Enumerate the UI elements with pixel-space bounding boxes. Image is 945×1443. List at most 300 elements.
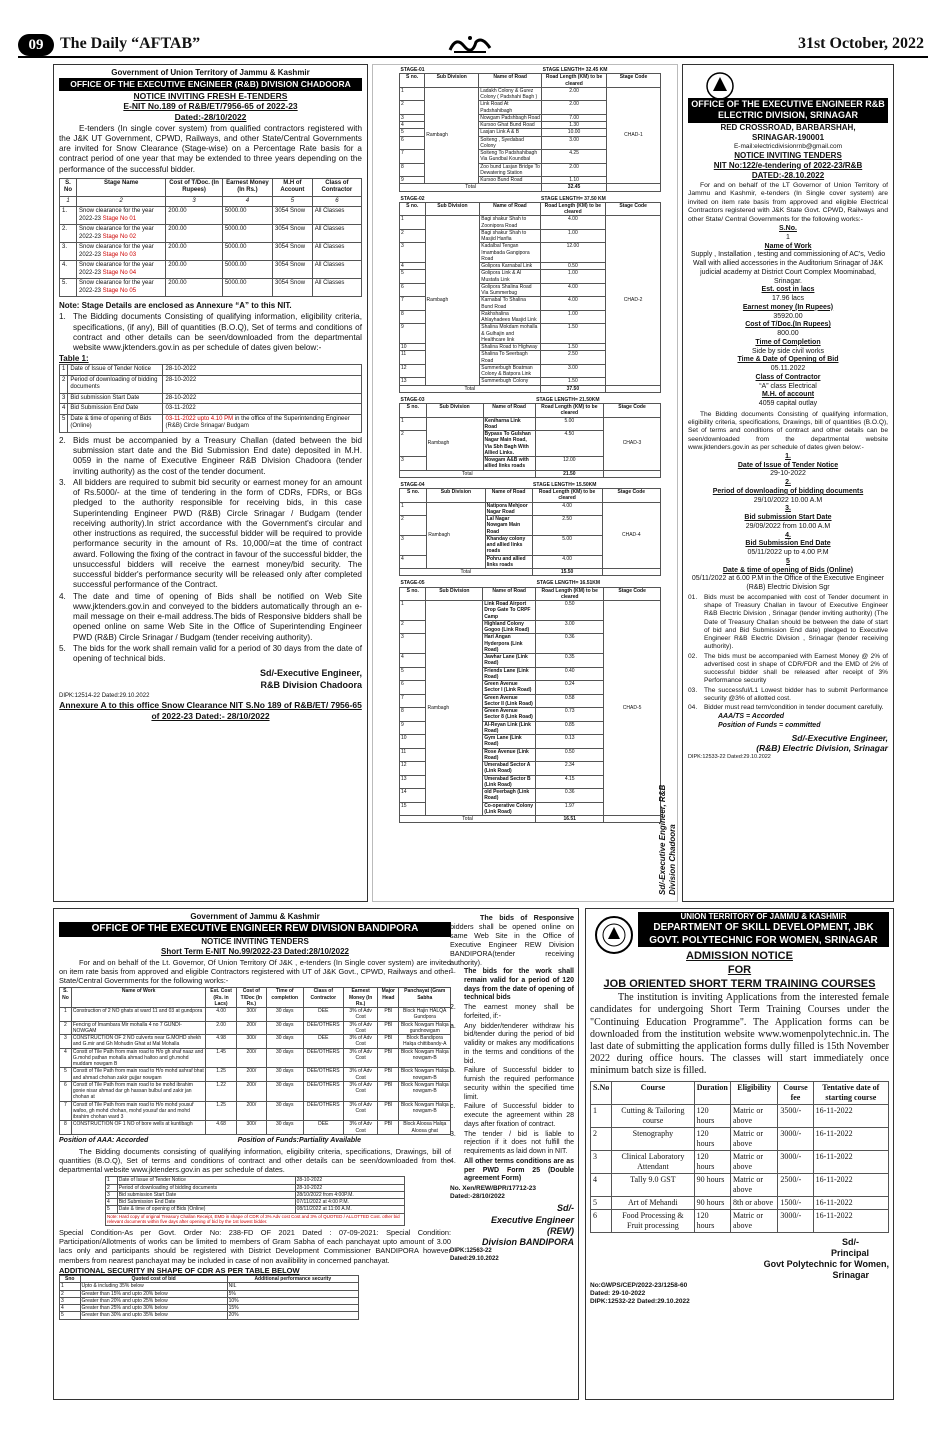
cell-mh: 3054 Snow bbox=[273, 279, 313, 297]
road-name: Al-Reyan Link (Link Road) bbox=[483, 721, 536, 735]
road-length: 1.50 bbox=[540, 324, 606, 344]
table-header bbox=[60, 988, 451, 1008]
cell-v: 28-10-2022 bbox=[163, 393, 362, 404]
table-cell: 3 bbox=[106, 1191, 118, 1198]
table-row bbox=[60, 1283, 359, 1290]
road-sno: 4 bbox=[400, 654, 426, 668]
road-sno: 2 bbox=[400, 101, 425, 115]
stage-code: CHAD-2 bbox=[606, 216, 661, 385]
road-length: 0.58 bbox=[536, 694, 604, 708]
table-cell: 120 hours bbox=[694, 1150, 730, 1173]
column-header: Stage Name bbox=[76, 178, 165, 196]
table-cell: PBI bbox=[378, 1008, 399, 1022]
cell-cost: 200.00 bbox=[166, 279, 223, 297]
ref-number: No. Xen/REW/BPR/17712-23 bbox=[450, 1185, 536, 1192]
table-cell: Clinical Laboratory Attendant bbox=[612, 1150, 694, 1173]
road-name: Kursoo Bund Road bbox=[479, 177, 542, 184]
road-name: Golipora Link & Al Mustafa Link bbox=[480, 270, 540, 284]
column-header: S no. bbox=[400, 202, 426, 216]
road-name: Kursoo Ghat Bund Road bbox=[479, 122, 542, 129]
column-header: Eligibility bbox=[731, 1081, 778, 1104]
list-item bbox=[688, 653, 888, 686]
table-row bbox=[400, 216, 661, 230]
table-cell: Food Processing & Fruit processing bbox=[612, 1209, 694, 1232]
road-name: Hari Angan Hyderpora (Link Road) bbox=[483, 634, 536, 654]
item-text: Failure of Successful bidder to furnish the required performance security within the specified time limit. bbox=[464, 1067, 574, 1101]
column-header: Duration bbox=[694, 1081, 730, 1104]
signature: Sd/- bbox=[557, 1203, 574, 1214]
column-header: Road Length (KM) to be cleared bbox=[536, 587, 604, 601]
total-label: Total bbox=[400, 470, 536, 477]
cell-n: 2 bbox=[60, 375, 68, 393]
road-length: 1.00 bbox=[540, 310, 606, 324]
stage-code: CHAD-1 bbox=[606, 87, 660, 184]
road-sno: 13 bbox=[400, 378, 426, 385]
table-cell: 3 bbox=[591, 1150, 612, 1173]
table-cell: 4 bbox=[106, 1199, 118, 1206]
road-name: Friends Lane (Link Road) bbox=[483, 667, 536, 681]
signature-title: Principal bbox=[830, 1247, 869, 1258]
table-cell: NIL bbox=[227, 1283, 358, 1290]
aaa-funds bbox=[59, 1137, 451, 1146]
item-text: Any bidder/tenderer withdraw his bid/tender during the period of bid validity or makes any modifications in the terms and conditions of the bid. bbox=[464, 1022, 574, 1065]
blank-cell bbox=[606, 184, 660, 191]
table-cell: 3 bbox=[60, 1035, 72, 1049]
list-item: 4. The date and time of opening of Bids shall be notified on Web Site www.jktenders.gov.in and conveyed to the bidders automatically through an e-mail message on their e-mail address.The bids of Responsive bidders shall be opened online on same Web Site in the Office of Superintending Engineer PWD (R&B) Circle Srinagar / Budgam (tender receiving authority). bbox=[59, 591, 362, 642]
table-header bbox=[400, 404, 661, 418]
table-row bbox=[400, 601, 661, 621]
nit-date: Dated:-28/10/2022 bbox=[174, 111, 247, 122]
list-item bbox=[688, 704, 888, 712]
table-cell: 30 days bbox=[266, 1021, 303, 1035]
road-length: 7.00 bbox=[542, 114, 607, 121]
ref-date: Dated: 29-10-2022 bbox=[590, 1289, 646, 1297]
table-cell: 2500/- bbox=[778, 1173, 813, 1196]
total-value: 15.50 bbox=[532, 569, 602, 576]
item-text: Failure of Successful bidder to execute the agreement within 28 days after fixation of contract. bbox=[464, 1103, 574, 1128]
road-length: 0.50 bbox=[540, 263, 606, 270]
stage-title: STAGE-03 bbox=[400, 396, 425, 403]
cell-k: Bid Submission End Date bbox=[68, 404, 163, 415]
sched-number: 1. bbox=[785, 452, 791, 460]
stage-title: STAGE-02 bbox=[400, 195, 425, 202]
table-cell: 1 bbox=[106, 1177, 118, 1184]
row-sno: 5. bbox=[60, 279, 77, 297]
table-cell: 28-10-2022 bbox=[295, 1184, 404, 1191]
road-name: Link Road At Padshahibagh bbox=[479, 101, 542, 115]
road-sno: 9 bbox=[400, 324, 426, 344]
table-cell: 3% of Adv Cost bbox=[344, 1035, 378, 1049]
column-number: 5 bbox=[273, 196, 313, 207]
total-row bbox=[400, 184, 661, 191]
cell-em: 5000.00 bbox=[222, 261, 272, 279]
sched-value: 29/09/2022 from 10.00 A.M bbox=[745, 522, 831, 530]
table-cell: 200/ bbox=[236, 1021, 266, 1035]
road-sno: 11 bbox=[400, 351, 426, 365]
column-header: Name of Road bbox=[483, 404, 535, 418]
road-sno: 2 bbox=[400, 229, 426, 243]
dipk-ref: DIPK:12563-22 bbox=[450, 1248, 492, 1255]
table-cell: 30 days bbox=[266, 1035, 303, 1049]
table-cell: 30 days bbox=[266, 1008, 303, 1022]
table-row bbox=[591, 1127, 889, 1150]
road-sno: 12 bbox=[400, 762, 426, 776]
table-cell: Block Nowgam Halqa gundnowgam bbox=[400, 1021, 449, 1034]
stage-number: Stage No 05 bbox=[102, 287, 137, 294]
sched-label: Date of Issue of Tender Notice bbox=[737, 461, 839, 469]
table-cell: Constt of Tile Path from main road to H/o gh shaf naaz and G.mohd pathan mohalla ahmad haltoo and gh.mohd muddam nowgam B bbox=[71, 1048, 206, 1068]
table-row bbox=[591, 1173, 889, 1196]
column-header: Time of completion bbox=[266, 988, 303, 1008]
list-item: 5. The bids for the work shall remain valid for a period of 30 days from the date of opening of technical bids. bbox=[59, 643, 362, 663]
column-header: S no. bbox=[400, 587, 426, 601]
table-cell: 5% bbox=[227, 1290, 358, 1297]
signature-dept: (REW) bbox=[547, 1225, 574, 1236]
item-text: The successful/L1 Lowest bidder has to submit Performance security @3% of allotted cost. bbox=[704, 686, 888, 702]
table-cell: 90 hours bbox=[694, 1196, 730, 1209]
table-cell: CONSTRUCTION OF 2 NO culverts near G.MOHD shekh and G.mir and Gh Mohudin Ghat at Mal Mohalla bbox=[71, 1035, 206, 1049]
ref-date: Dated:-28/10/2022 bbox=[450, 1193, 505, 1201]
road-length: 0.24 bbox=[536, 681, 604, 695]
stage-length: STAGE LENGTH= 16.51KM bbox=[536, 580, 601, 587]
intro-text: For and on behalf of the LT Governor of Union Territory of Jammu and Kashmir, e-tenders (In Single cover system) are invited on item rate basis from approved and eligible Electrical Contractors registered with J&K State Govt. CPWD, Railways and other State/ Central Governments for the following works:- bbox=[688, 181, 888, 223]
road-length: 4.50 bbox=[535, 431, 603, 457]
table-header bbox=[60, 1276, 359, 1283]
road-name: Rakhshalina Ahlayhadees Masjid Link bbox=[480, 310, 540, 324]
column-header: Sub Division bbox=[426, 404, 483, 418]
annexure-stages bbox=[372, 64, 678, 902]
road-sno: 9 bbox=[400, 177, 425, 184]
table-cell: 07/11/2022 at 4:00 P.M. bbox=[295, 1199, 404, 1206]
stage-title-row bbox=[400, 482, 661, 489]
list-item bbox=[450, 1004, 574, 1022]
list-item bbox=[450, 1067, 574, 1102]
table-cell: 3% of Adv Cost bbox=[344, 1008, 378, 1022]
sched-label: Bid Submission End Date bbox=[745, 540, 831, 548]
table-cell: PBI bbox=[378, 1035, 399, 1049]
table-cell: 30 days bbox=[266, 1081, 303, 1101]
table-cell: 6 bbox=[591, 1209, 612, 1232]
table-cell: 1500/- bbox=[778, 1196, 813, 1209]
sched-label: Period of downloading of bidding documents bbox=[712, 487, 864, 495]
table-cell: Constt of Tile Path from main road to H/o mohd yousuf wafoo, gh mohd chohan, mohd yousuf dar and mohd ibrahim chohan ward 3 bbox=[71, 1101, 206, 1121]
stage-desc: Snow clearance for the year 2022-23 bbox=[78, 226, 154, 240]
road-length: 1.00 bbox=[540, 229, 606, 243]
column-number: 6 bbox=[312, 196, 361, 207]
table-cell: DEE bbox=[303, 1121, 344, 1135]
road-name: old Peerbagh (Link Road) bbox=[483, 789, 536, 803]
total-row bbox=[400, 470, 661, 477]
stage-title-row bbox=[400, 67, 661, 74]
item-number: 4. bbox=[450, 1157, 456, 1165]
table-cell: 3000/- bbox=[778, 1127, 813, 1150]
road-sno: 5 bbox=[400, 667, 426, 681]
table-row bbox=[60, 1008, 451, 1022]
table-cell: 5 bbox=[591, 1196, 612, 1209]
road-length: 12.00 bbox=[540, 243, 606, 263]
item-number: 04. bbox=[688, 704, 698, 712]
table-cell: Greater than 30% and upto 35% below bbox=[80, 1312, 227, 1319]
total-value: 21.50 bbox=[535, 470, 603, 477]
road-length: 0.35 bbox=[536, 654, 604, 668]
road-length: 2.00 bbox=[542, 101, 607, 115]
polytechnic-admission-notice bbox=[585, 908, 894, 1400]
table-row bbox=[60, 225, 362, 243]
column-header: Road Length (KM) to be cleared bbox=[535, 404, 603, 418]
column-header: S no. bbox=[400, 404, 427, 418]
road-name: Umerabad Sector A (Link Road) bbox=[483, 762, 536, 776]
note: Note: Stage Details are enclosed as Annexure “A” to this NIT. bbox=[59, 301, 292, 311]
table-cell: 1 bbox=[60, 1283, 81, 1290]
item-text: The earnest money shall be forfeited, if:- bbox=[464, 1004, 574, 1020]
stage-table bbox=[399, 67, 661, 192]
cell-v: 28-10-2022 bbox=[163, 365, 362, 376]
stage-table bbox=[399, 482, 661, 577]
list-item: 3. All bidders are required to submit bid security or earnest money for an amount of Rs.5000/- at the time of tendering in the form of CDRs, FDRs, or BGs pledged to the authority responsible for receiving bids, in this case Superintending Engineer PWD (R&B) Circle Srinagar / Budgam (tender receiving authority).In strict accordance with the Government's circular and other instructions as required, the successful bidder will be required to provide performance security in the amount of Rs. 10,000/=at the time of contract award. Following the fixing of the contract in favour of the successful bidder, the unsuccessful bidders will receive the earnest money/bid security. The successful bidder's performance security will be released only after completed successful performance of the Contract. bbox=[59, 477, 362, 590]
road-sno: 5 bbox=[400, 270, 426, 284]
field-value: “A” class Electrical bbox=[759, 382, 817, 390]
column-header: S no. bbox=[400, 489, 427, 503]
road-length: 5.00 bbox=[535, 417, 603, 431]
table-cell: 5 bbox=[60, 1312, 81, 1319]
office-banner: OFFICE OF THE EXECUTIVE ENGINEER R&B ELECTRIC DIVISION, SRINAGAR bbox=[688, 98, 888, 123]
table-cell: Matric or above bbox=[731, 1173, 778, 1196]
notice-title: NOTICE INVITING FRESH E-TENDERS bbox=[133, 90, 288, 101]
table1-label: Table 1: bbox=[59, 354, 89, 364]
item-number: 2. bbox=[450, 1004, 456, 1011]
road-name: Highland Colony Gogoo (Link Road) bbox=[483, 620, 536, 634]
table-row bbox=[60, 404, 362, 415]
stage-number: Stage No 03 bbox=[102, 251, 137, 258]
stage-length: STAGE LENGTH= 32.45 KM bbox=[542, 67, 608, 73]
table-cell: Art of Mehandi bbox=[612, 1196, 694, 1209]
blank-cell bbox=[606, 385, 661, 392]
ref-number: No:GWPS/CEP/2022-23/1258-60 bbox=[590, 1281, 688, 1289]
item-number: 02. bbox=[688, 652, 698, 660]
field-label: Time of Completion bbox=[755, 338, 821, 346]
column-header: Earnest Money (In Rs.) bbox=[344, 988, 378, 1008]
table-cell: DEE/OTHERS bbox=[303, 1021, 344, 1035]
column-header: Sub Division bbox=[425, 202, 480, 216]
list-item bbox=[450, 1103, 574, 1129]
road-name: Lal Nagar Nowgam Main Road bbox=[485, 516, 532, 536]
table-cell: 200/ bbox=[236, 1101, 266, 1121]
stage-number: Stage No 04 bbox=[102, 269, 137, 276]
column-header: Panchayat (Gram Sabha bbox=[399, 988, 451, 1008]
road-name: Soiteng , Syedabad Colony bbox=[479, 136, 542, 150]
road-length: 0.50 bbox=[536, 601, 604, 621]
email: E-mail:electricdivisionrnb@gmail.com bbox=[733, 142, 843, 150]
road-sno: 5 bbox=[400, 129, 425, 136]
table-row bbox=[60, 243, 362, 261]
road-name: Ladakh Colony & Gurez Colony ( Padshahi Bagh ) bbox=[479, 87, 542, 101]
conditions bbox=[688, 594, 888, 712]
road-length: 1.00 bbox=[540, 270, 606, 284]
total-label: Total bbox=[400, 816, 536, 823]
bandipora-tender-notice bbox=[53, 908, 579, 1400]
road-length: 0.50 bbox=[536, 748, 604, 762]
table-cell: Period of downloading of bidding documents bbox=[117, 1184, 295, 1191]
row-sno: 4. bbox=[60, 261, 77, 279]
column-header: Stage Code bbox=[602, 489, 660, 503]
item-text: Bidder must read term/condition in tender document carefully. bbox=[704, 704, 884, 712]
total-label: Total bbox=[400, 184, 542, 191]
cell-em: 5000.00 bbox=[222, 207, 272, 225]
field-label: M.H. of account bbox=[761, 391, 815, 399]
stage-desc: Snow clearance for the year 2022-23 bbox=[78, 280, 154, 294]
signature-office: (R&B) Electric Division, Srinagar bbox=[756, 743, 888, 754]
road-sno: 12 bbox=[400, 364, 426, 378]
table-row bbox=[106, 1199, 405, 1206]
table-cell: PBI bbox=[378, 1048, 399, 1068]
table-row bbox=[60, 1021, 451, 1035]
stage-title-row bbox=[400, 580, 661, 587]
field-value: 35920.00 bbox=[773, 312, 803, 320]
signature-title: Executive Engineer bbox=[490, 1214, 574, 1225]
table-row bbox=[60, 1035, 451, 1049]
field-value: 4059 capital outlay bbox=[758, 400, 818, 408]
table-row bbox=[60, 1290, 359, 1297]
nit-date: DATED:-28.10.2022 bbox=[751, 170, 825, 180]
table-cell: PBI bbox=[378, 1121, 399, 1135]
gov-line: Government of Jammu & Kashmir bbox=[190, 912, 320, 921]
stage-table bbox=[399, 397, 661, 478]
table-cell: DEE bbox=[303, 1035, 344, 1049]
table-cell: 3000/- bbox=[778, 1209, 813, 1232]
responsive-bids: The bids of Responsive bidders shall be opened online on same Web Site in the Office of Executive Engineer REW Division BANDIPORA(tender receiving authority). bbox=[450, 913, 574, 967]
ut-line: UNION TERRITORY OF JAMMU & KASHMIR bbox=[638, 912, 889, 922]
schedule bbox=[688, 453, 888, 593]
table-cell: PBI bbox=[378, 1021, 399, 1035]
table-row bbox=[591, 1104, 889, 1127]
stage-title-row bbox=[400, 196, 661, 203]
sub-division: Rambagh bbox=[425, 87, 479, 184]
schedule-table bbox=[59, 364, 362, 433]
additional-security-title: ADDITIONAL SECURITY IN SHAPE OF CDR AS PER TABLE BELOW bbox=[59, 1265, 300, 1275]
table-cell: PBI bbox=[378, 1081, 399, 1101]
road-length: 0.36 bbox=[536, 634, 604, 654]
work-fields bbox=[688, 225, 888, 409]
stage-code: CHAD-5 bbox=[604, 601, 661, 816]
table-row bbox=[106, 1184, 405, 1191]
sched-number: 5 bbox=[786, 557, 790, 565]
table-cell: Block Nowgam Halqa nowgam-B bbox=[399, 1081, 451, 1101]
road-name: Bypass To Gulshan Nagar Main Road, Via Sbh Bagh With Allied Links. bbox=[483, 431, 535, 457]
cell-mh: 3054 Snow bbox=[273, 225, 313, 243]
road-name: Umerabad Sector B (Link Road) bbox=[483, 775, 536, 789]
table-cell: 4 bbox=[60, 1048, 72, 1068]
table-cell: 5 bbox=[106, 1206, 118, 1213]
field-label: Class of Contractor bbox=[755, 373, 821, 381]
road-name: Keniharna Link Road bbox=[483, 417, 535, 431]
total-value: 32.45 bbox=[542, 184, 607, 191]
road-sno: 10 bbox=[400, 344, 426, 351]
road-sno: 8 bbox=[400, 163, 425, 177]
table-cell: Tally 9.0 GST bbox=[612, 1173, 694, 1196]
stage-name bbox=[76, 279, 165, 297]
stage-table bbox=[399, 580, 661, 823]
item-number: a. bbox=[450, 1022, 456, 1030]
cell-mh: 3054 Snow bbox=[273, 261, 313, 279]
table-cell: 120 hours bbox=[694, 1104, 730, 1127]
column-header: Name of Road bbox=[485, 489, 532, 503]
table-row bbox=[400, 417, 661, 431]
sub-division: Rambagh bbox=[426, 417, 483, 470]
table-cell: Date & time of opening of Bids (Online) bbox=[117, 1206, 295, 1213]
road-name: Nowgam A&B with allied links roads bbox=[483, 457, 535, 471]
table-cell: Fencing of Imambara Mir mohalla 4 no 7 GUNDI-NOWGAM bbox=[71, 1021, 206, 1035]
sub-division: Rambagh bbox=[425, 216, 480, 385]
item-text: The bids must be accompanied with Earnest Money @ 2% of advertised cost in shape of CDR/FDR and the EMD of 2% of successful bidder shall be released after receipt of 3% Performance security bbox=[704, 652, 888, 685]
notice-for: FOR bbox=[727, 963, 752, 976]
field-label: Name of Work bbox=[764, 242, 812, 250]
road-length: 4.15 bbox=[536, 775, 604, 789]
stage-name bbox=[76, 225, 165, 243]
notice-body: The institution is inviting Applications from the interested female candidates for undergoing Short Term Training Courses under the "Continuing Education Programme". The Application forms can be downloaded from the institution website www.womenpolytechnic.in. The last date of submitting the application forms dully filled is 15th November 2022 during office hours. The classes will start immediately once minimum batch size is filled. bbox=[590, 992, 889, 1077]
road-name: Golipora Shalina Road Via Summerbug bbox=[480, 283, 540, 297]
blank-cell bbox=[602, 569, 660, 576]
masthead bbox=[18, 32, 928, 58]
additional-security-table bbox=[59, 1275, 359, 1320]
stages-container bbox=[373, 65, 677, 823]
road-length: 0.40 bbox=[536, 667, 604, 681]
table-cell: 3% of Adv Cost bbox=[344, 1081, 378, 1101]
road-sno: 15 bbox=[400, 802, 426, 816]
department-name: DEPARTMENT OF SKILL DEVELOPMENT, JBK bbox=[638, 922, 889, 935]
road-sno: 4 bbox=[400, 122, 425, 129]
table-row bbox=[60, 1068, 451, 1082]
table-header bbox=[400, 587, 661, 601]
field-label: Earnest money (In Rupees) bbox=[742, 303, 834, 311]
road-length: 2.00 bbox=[542, 87, 607, 101]
road-name: Shalina Road to Highway bbox=[480, 344, 540, 351]
newspaper-name: The Daily “AFTAB” bbox=[60, 35, 201, 52]
road-length: 4.00 bbox=[540, 283, 606, 297]
road-sno: 7 bbox=[400, 150, 425, 164]
table-cell: DEE/OTHERS bbox=[303, 1081, 344, 1101]
table-cell: 30 days bbox=[266, 1101, 303, 1121]
road-sno: 10 bbox=[400, 735, 426, 749]
road-name: Khanday colony and allied links roads bbox=[485, 535, 532, 555]
road-length: 1.10 bbox=[542, 177, 607, 184]
table-row bbox=[60, 1121, 451, 1135]
stage-length: STAGE LENGTH= 21.50KM bbox=[536, 396, 600, 403]
table-cell: 300/ bbox=[236, 1008, 266, 1022]
table-cell: 2 bbox=[60, 1021, 72, 1035]
road-sno: 14 bbox=[400, 789, 426, 803]
road-length: 0.36 bbox=[536, 789, 604, 803]
table-row bbox=[60, 393, 362, 404]
column-header: Stage Code bbox=[604, 404, 661, 418]
dipk-ref: DIPK:12514-22 Dated:29.10.2022 bbox=[59, 692, 150, 699]
table-cell: 28-10-2022 bbox=[295, 1177, 404, 1184]
aaa-status: AAA/TS = Accorded bbox=[718, 713, 785, 721]
road-sno: 3 bbox=[400, 114, 425, 121]
table-cell: 120 hours bbox=[694, 1209, 730, 1232]
table-cell: 8 bbox=[60, 1121, 72, 1135]
table-cell: 10% bbox=[227, 1297, 358, 1304]
road-name: Pohru and allied links roads bbox=[485, 555, 532, 569]
table-cell: 1 bbox=[60, 1008, 72, 1022]
annexure-title: Annexure A to this office Snow Clearance NIT S.No 189 of R&B/ET/ 7956-65 of 2022-23 Dated:- 28/10/2022 bbox=[59, 700, 362, 721]
column-number: 1 bbox=[60, 196, 77, 207]
table-cell: 30 days bbox=[266, 1068, 303, 1082]
table-row bbox=[60, 1297, 359, 1304]
road-sno: 2 bbox=[400, 431, 427, 457]
office-banner: OFFICE OF THE EXECUTIVE ENGINEER (R&B) DIVISION CHADOORA bbox=[59, 78, 362, 91]
road-name: Shalina To Seerbagh Road bbox=[480, 351, 540, 365]
road-name: Gym Lane (Link Road) bbox=[483, 735, 536, 749]
